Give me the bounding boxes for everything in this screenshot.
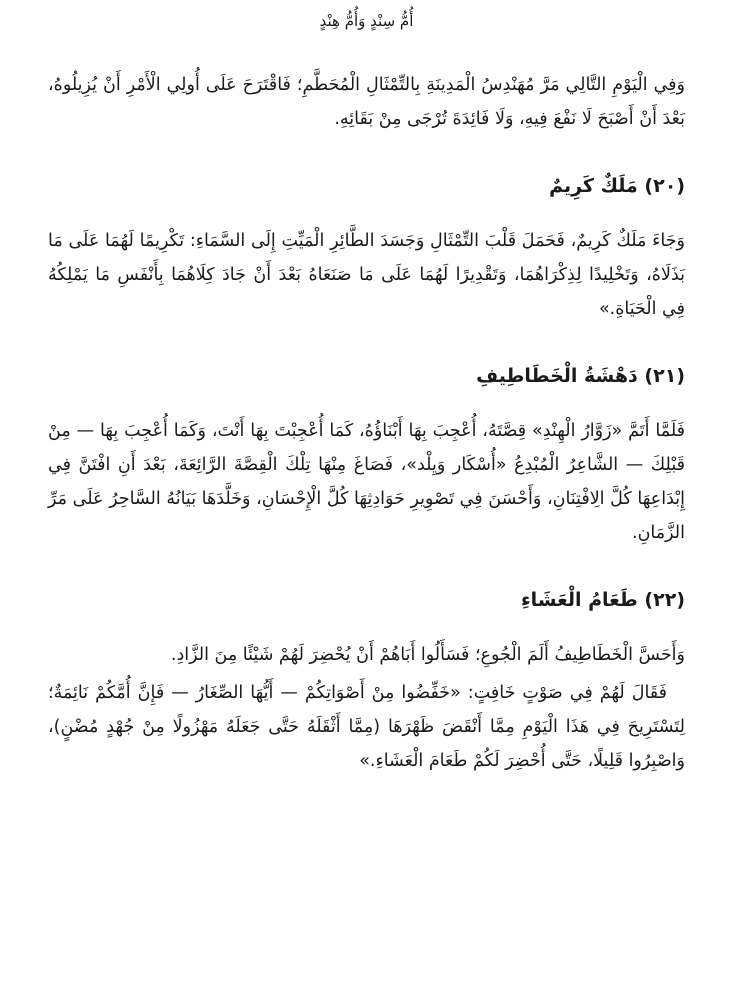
section-heading-20: (٢٠) مَلَكٌ كَرِيمٌ (549, 175, 685, 197)
running-header: أُمُّ سِنْدٍ وَأُمُّ هِنْدٍ (319, 12, 414, 30)
paragraph-3: فَلَمَّا أَتَمَّ «زَوَّارُ الْهِنْدِ» قِصَّتَهُ، أُعْجِبَ بِهَا أَبْنَاؤُهُ، كَمَا أُعْجِبْتَ بِهَا أَنْتَ، وَكَمَا أُعْجِبَ بِهَا — مِنْ قَبْلِكَ — الشَّاعِرُ الْمُبْدِعُ «أُسْكَار وَيِلْد»، فَصَاغَ مِنْهَا تِلْكَ الْقِصَّةَ الرَّائِعَةَ، بَعْدَ أَنِ افْتَنَّ فِي إِبْدَاعِهَا كُلَّ الِافْتِنَانِ، وَأَحْسَنَ فِي تَصْوِيرِ حَوَادِثِهَا كُلَّ الْإِحْسَانِ، وَخَلَّدَهَا بَيَانُهُ السَّاحِرُ عَلَى مَرِّ الزَّمَانِ. (48, 421, 685, 543)
section-heading-21: (٢١) دَهْشَةُ الْخَطَاطِيفِ (476, 365, 685, 387)
paragraph-1: وَفِي الْيَوْمِ التَّالِي مَرَّ مُهَنْدِسُ الْمَدِينَةِ بِالتِّمْثَالِ الْمُحَطَّمِ؛ فَاقْتَرَحَ عَلَى أُولِي الْأَمْرِ أَنْ يُزِيلُوهُ، بَعْدَ أَنْ أَصْبَحَ لَا نَفْعَ فِيهِ، وَلَا فَائِدَةَ تُرْجَى مِنْ بَقَائِهِ. (48, 75, 685, 129)
section-heading-22: (٢٢) طَعَامُ الْعَشَاءِ (520, 589, 685, 611)
paragraph-4: وَأَحَسَّ الْخَطَاطِيفُ أَلَمَ الْجُوعِ؛ فَسَأَلُوا أَبَاهُمْ أَنْ يُحْضِرَ لَهُمْ شَيْئًا مِنَ الزَّادِ. (170, 645, 685, 665)
paragraph-5: فَقَالَ لَهُمْ فِي صَوْتٍ خَافِتٍ: «خَفِّضُوا مِنْ أَصْوَاتِكُمْ — أَيُّهَا الصِّغَارُ — فَإِنَّ أُمَّكُمْ نَائِمَةٌ؛ لِتَسْتَرِيحَ فِي هَذَا الْيَوْمِ مِمَّا أَنْقَضَ ظَهْرَهَا (مِمَّا أَثْقَلَهُ حَتَّى جَعَلَهُ مَهْزُولًا مِنْ جُهْدٍ مُضْنٍ)، وَاصْبِرُوا قَلِيلًا، حَتَّى أُحْضِرَ لَكُمْ طَعَامَ الْعَشَاءِ.» (48, 683, 685, 771)
book-page (48, 0, 685, 778)
paragraph-2: وَجَاءَ مَلَكٌ كَرِيمٌ، فَحَمَلَ قَلْبَ التِّمْثَالِ وَجَسَدَ الطَّائِرِ الْمَيِّتِ إِلَى السَّمَاءِ: تَكْرِيمًا لَهُمَا عَلَى مَا بَذَلَاهُ، وَتَخْلِيدًا لِذِكْرَاهُمَا، وَتَقْدِيرًا لَهُمَا عَلَى مَا صَنَعَاهُ بَعْدَ أَنْ جَادَ كِلَاهُمَا بِأَنْفَسِ مَا يَمْلِكُهُ فِي الْحَيَاةِ.» (48, 231, 685, 319)
